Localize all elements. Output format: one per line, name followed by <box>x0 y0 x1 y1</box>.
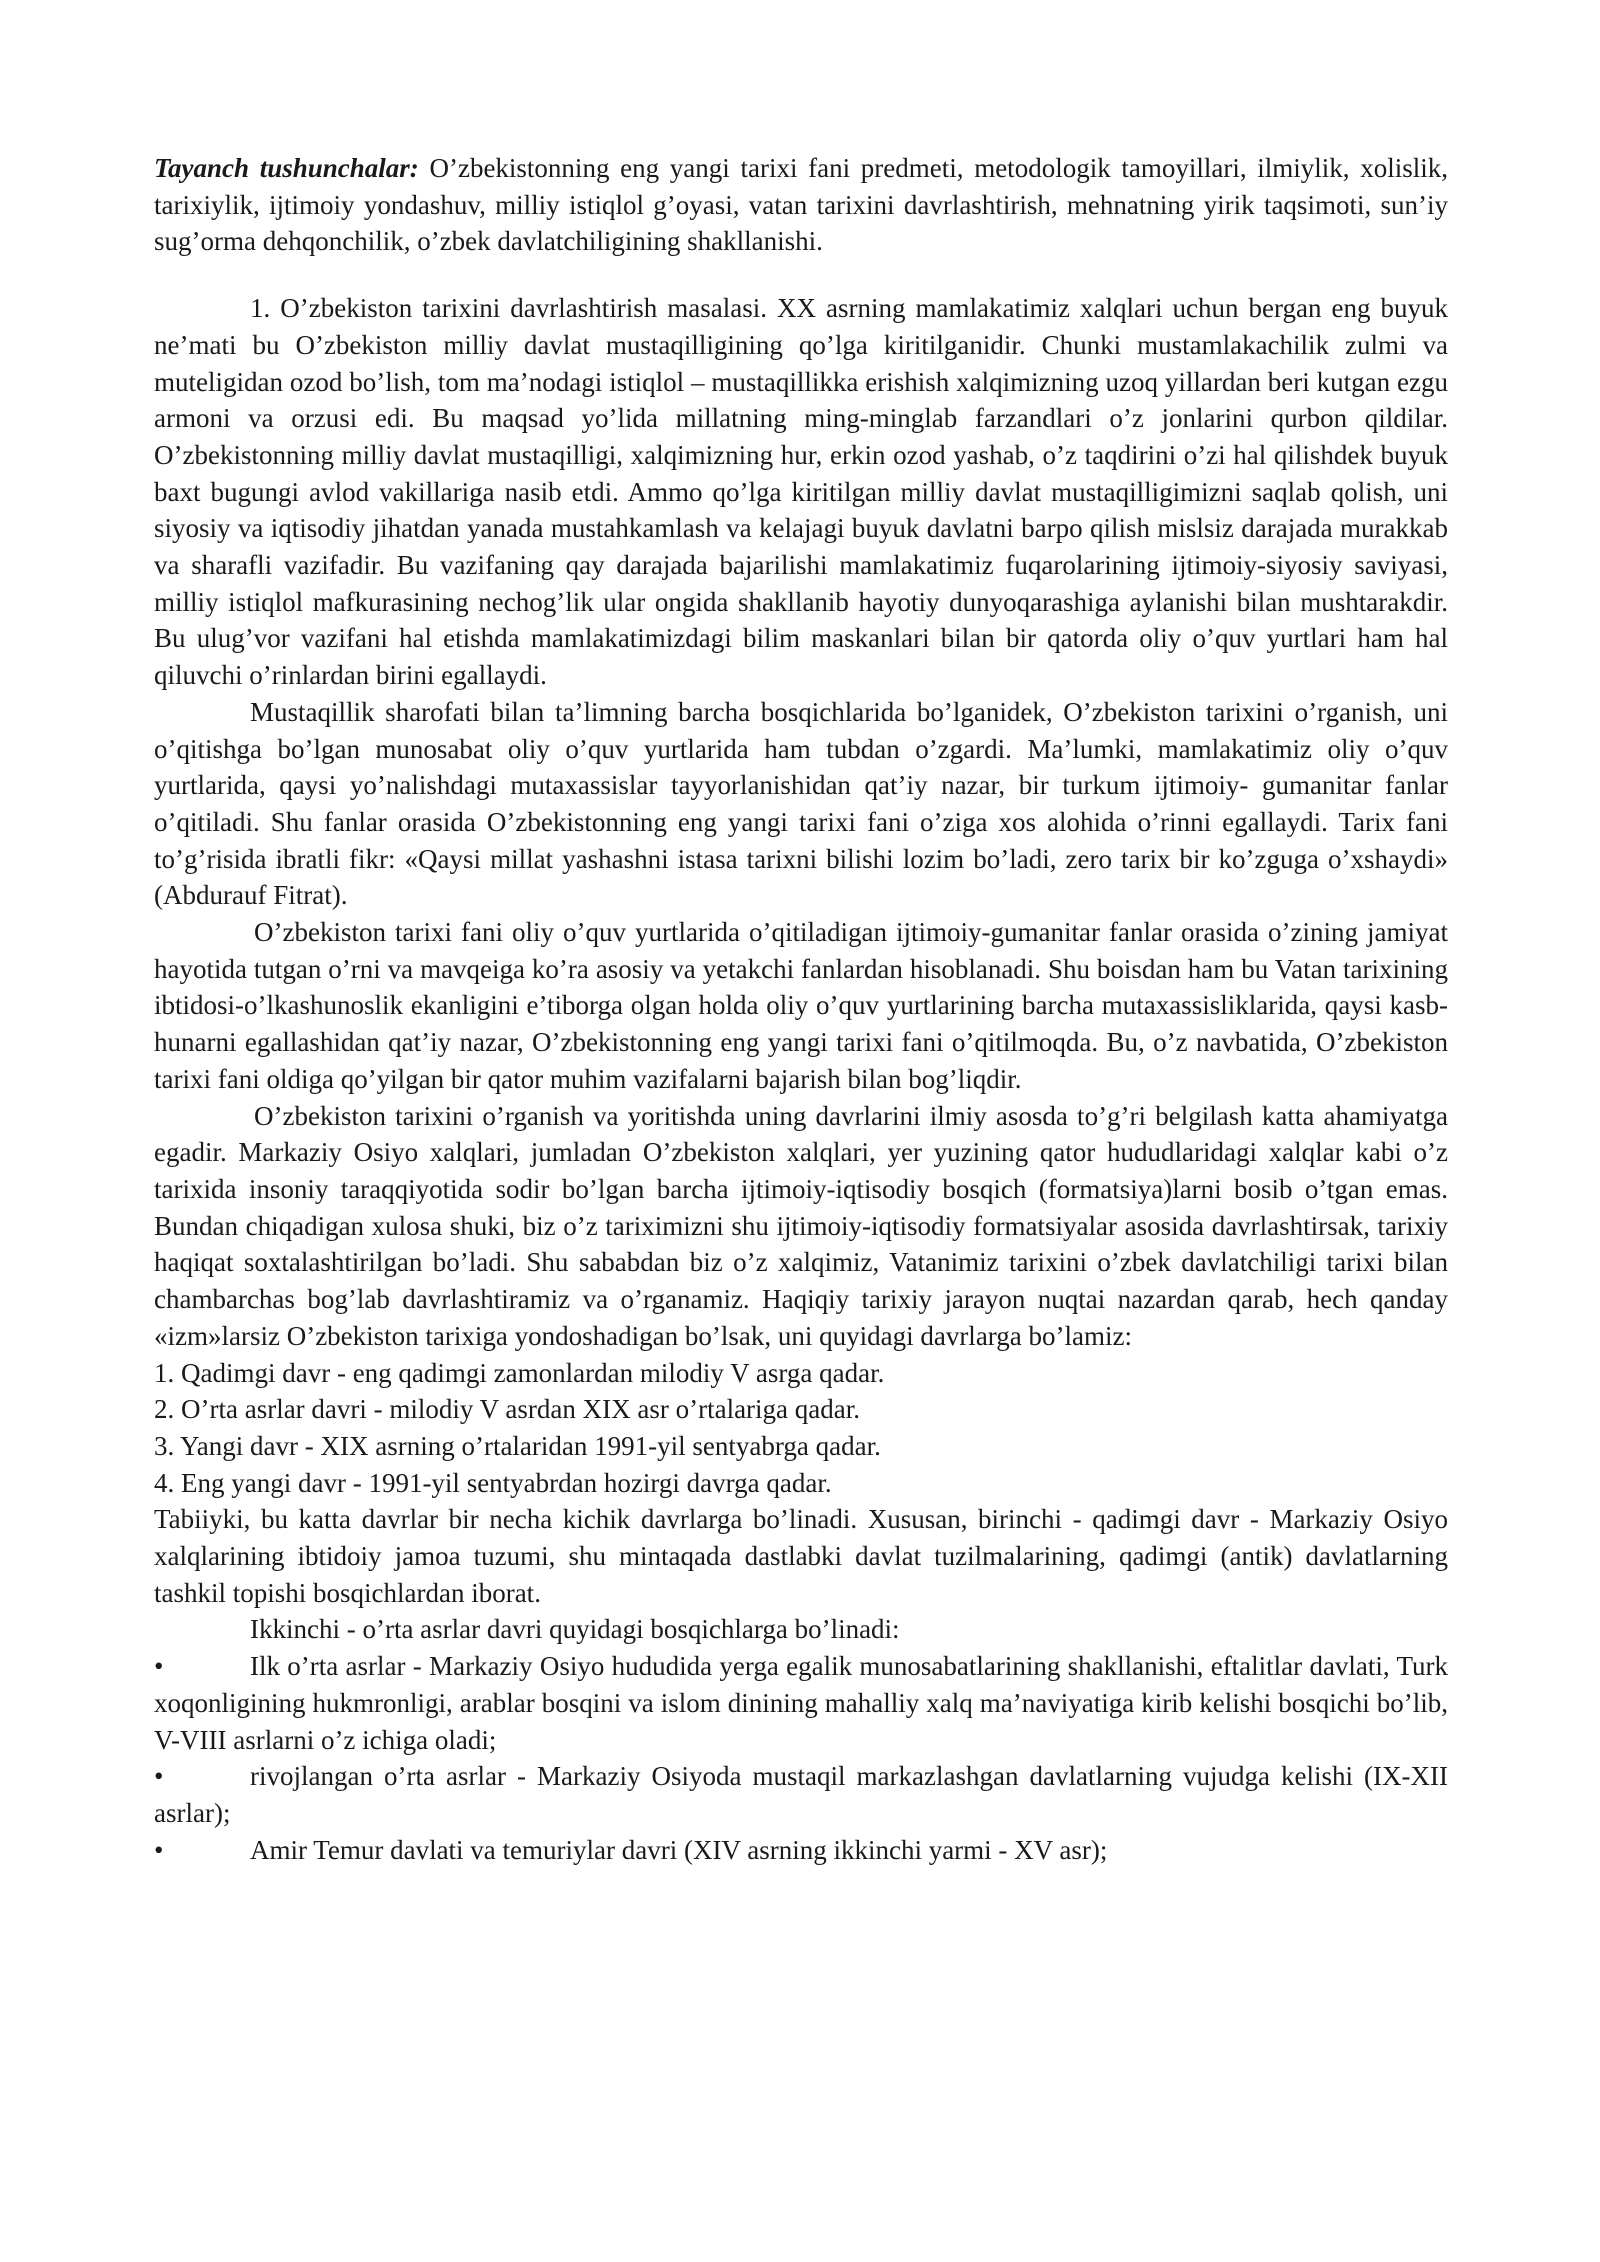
bullet-item <box>154 1758 1448 1831</box>
paragraph-history-subject: O’zbekiston tarixi fani oliy o’quv yurtlarida o’qitiladigan ijtimoiy-gumanitar fanlar orasida o’zining jamiyat hayotida tutgan o’rni va mavqeiga ko’ra asosiy va yetakchi fanlardan hisoblanadi. Shu boisdan ham bu Vatan tarixining ibtidosi-o’lkashunoslik ekanligini e’tiborga olgan holda oliy o’quv yurtlarining barcha mutaxassisliklarida, qaysi kasb-hunarni egallashidan qat’iy nazar, O’zbekistonning eng yangi tarixi fani o’qitilmoqda. Bu, o’z navbatida, O’zbekiston tarixi fani oldiga qo’yilgan bir qator muhim vazifalarni bajarish bilan bog’liqdir. <box>154 917 1448 1094</box>
paragraph-periodization-issue: 1. O’zbekiston tarixini davrlashtirish masalasi. XX asrning mamlakatimiz xalqlari uchun bergan eng buyuk ne’mati bu O’zbekiston milliy davlat mustaqilligining qo’lga kiritilganidir. Chunki mustamlakachilik zulmi va muteligidan ozod bo’lish, tom ma’nodagi istiqlol – mustaqillikka erishish xalqimizning uzoq yillardan beri kutgan ezgu armoni va orzusi edi. Bu maqsad yo’lida millatning ming-minglab farzandlari o’z jonlarini qurbon qildilar. O’zbekistonning milliy davlat mustaqilligi, xalqimizning hur, erkin ozod yashab, o’z taqdirini o’zi hal qilishdek buyuk baxt bugungi avlod vakillariga nasib etdi. Ammo qo’lga kiritilgan milliy davlat mustaqilligimizni saqlab qolish, uni siyosiy va iqtisodiy jihatdan yanada mustahkamlash va kelajagi buyuk davlatni barpo qilish mislsiz darajada murakkab va sharafli vazifadir. Bu vazifaning qay darajada bajarilishi mamlakatimiz fuqarolarining ijtimoiy-siyosiy saviyasi, milliy istiqlol mafkurasining nechog’lik ular ongida shakllanib hayotiy dunyoqarashiga aylanishi bilan mushtarakdir. Bu ulug’vor vazifani hal etishda mamlakatimizdagi bilim maskanlari bilan bir qatorda oliy o’quv yurtlari ham hal qiluvchi o’rinlardan birini egallaydi. <box>154 293 1448 691</box>
second-period-intro: Ikkinchi - o’rta asrlar davri quyidagi bosqichlarga bo’linadi: <box>250 1614 900 1645</box>
subdivision-paragraph: Tabiiyki, bu katta davrlar bir necha kichik davrlarga bo’linadi. Xususan, birinchi - qadimgi davr - Markaziy Osiyo xalqlarining ibtidoiy jamoa tuzumi, shu mintaqada dastlabki davlat tuzilmalarining, qadimgi (antik) davlatlarning tashkil topishi bosqichlardan iborat. <box>154 1504 1448 1608</box>
intro-paragraph <box>154 150 1448 260</box>
document-page <box>154 150 1448 1868</box>
period-item: 4. Eng yangi davr - 1991-yil sentyabrdan hozirgi davrga qadar. <box>154 1467 832 1498</box>
key-concepts-text: O’zbekistonning eng yangi tarixi fani predmeti, metodologik tamoyillari, ilmiylik, xolislik, tarixiylik, ijtimoiy yondashuv, milliy istiqlol g’oyasi, vatan tarixini davrlashtirish, mehnatning yirik taqsimoti, sun’iy sug’orma dehqonchilik, o’zbek davlatchiligining shakllanishi. <box>154 153 1448 257</box>
bullet-marker: • <box>154 1834 164 1865</box>
paragraph-independence-education: Mustaqillik sharofati bilan ta’limning barcha bosqichlarida bo’lganidek, O’zbekiston tarixini o’rganish, uni o’qitishga bo’lgan munosabat oliy o’quv yurtlarida ham tubdan o’zgardi. Ma’lumki, mamlakatimiz oliy o’quv yurtlarida, qaysi yo’nalishdagi mutaxassislar tayyorlanishidan qat’iy nazar, bir turkum ijtimoiy- gumanitar fanlar o’qitiladi. Shu fanlar orasida O’zbekistonning eng yangi tarixi fani o’ziga xos alohida o’rinni egallaydi. Tarix fani to’g’risida ibratli fikr: «Qaysi millat yashashni istasa tarixni bilishi lozim bo’ladi, zero tarix bir ko’zguga o’xshaydi» (Abdurauf Fitrat). <box>154 696 1448 911</box>
period-item: 2. O’rta asrlar davri - milodiy V asrdan XIX asr o’rtalariga qadar. <box>154 1394 861 1425</box>
key-concepts-label: Tayanch tushunchalar: <box>154 153 419 183</box>
bullet-item <box>154 1648 1448 1758</box>
spacer <box>154 260 1448 290</box>
bullet-text: Amir Temur davlati va temuriylar davri (XIV asrning ikkinchi yarmi - XV asr); <box>250 1834 1108 1865</box>
bullet-marker: • <box>154 1651 164 1682</box>
bullet-text: Ilk o’rta asrlar - Markaziy Osiyo hududida yerga egalik munosabatlarining shakllanishi, eftalitlar davlati, Turk xoqonligining hukmronligi, arablar bosqini va islom dinining mahalliy xalq ma’naviyatiga kirib kelishi bosqichi bo’lib, V-VIII asrlarni o’z ichiga oladi; <box>154 1651 1448 1755</box>
bullet-marker: • <box>154 1761 164 1792</box>
period-item: 3. Yangi davr - XIX asrning o’rtalaridan 1991-yil sentyabrga qadar. <box>154 1430 881 1461</box>
paragraph-periodization-basis: O’zbekiston tarixini o’rganish va yoritishda uning davrlarini ilmiy asosda to’g’ri belgilash katta ahamiyatga egadir. Markaziy Osiyo xalqlari, jumladan O’zbekiston xalqlari, yer yuzining qator hududlaridagi xalqlar kabi o’z tarixida insoniy taraqqiyotida sodir bo’lgan barcha ijtimoiy-iqtisodiy bosqich (formatsiya)larni bosib o’tgan emas. Bundan chiqadigan xulosa shuki, biz o’z tariximizni shu ijtimoiy-iqtisodiy formatsiyalar asosida davrlashtirsak, tarixiy haqiqat soxtalashtirilgan bo’ladi. Shu sababdan biz o’z xalqimiz, Vatanimiz tarixini o’zbek davlatchiligi tarixi bilan chambarchas bog’lab davrlashtiramiz va o’rganamiz. Haqiqiy tarixiy jarayon nuqtai nazardan qarab, hech qanday «izm»larsiz O’zbekiston tarixiga yondoshadigan bo’lsak, uni quyidagi davrlarga bo’lamiz: <box>154 1100 1448 1351</box>
period-item: 1. Qadimgi davr - eng qadimgi zamonlardan milodiy V asrga qadar. <box>154 1357 885 1388</box>
bullet-text: rivojlangan o’rta asrlar - Markaziy Osiyoda mustaqil markazlashgan davlatlarning vujudga kelishi (IX-XII asrlar); <box>154 1761 1448 1828</box>
bullet-item <box>154 1832 1448 1869</box>
